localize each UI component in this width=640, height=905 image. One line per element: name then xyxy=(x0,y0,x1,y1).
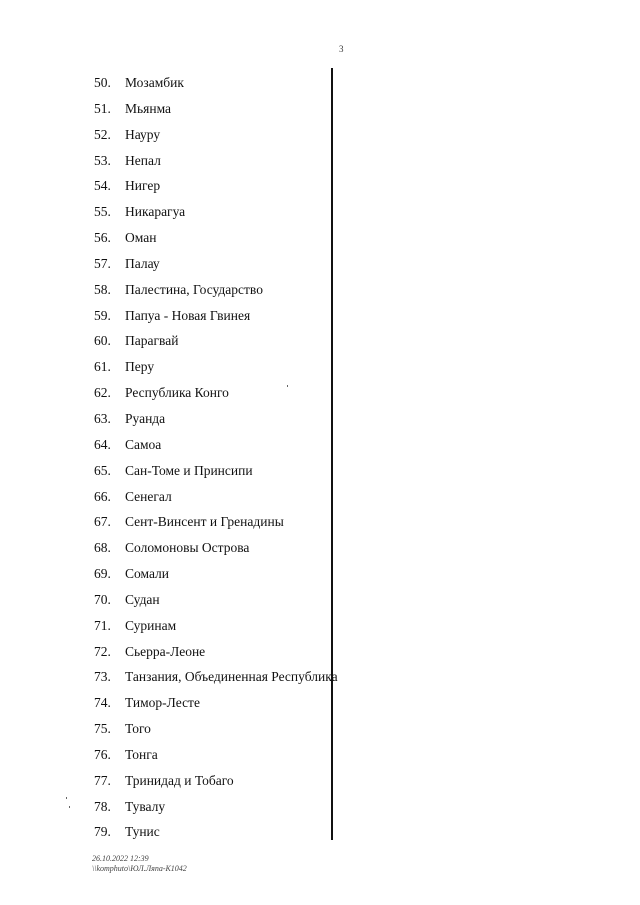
list-item xyxy=(0,202,640,228)
list-item xyxy=(0,564,640,590)
item-name: Палау xyxy=(125,255,160,271)
list-item xyxy=(0,254,640,280)
item-name: Науру xyxy=(125,126,161,142)
list-item xyxy=(0,487,640,513)
scan-speck xyxy=(287,385,288,387)
item-number: 68. xyxy=(94,540,111,556)
item-number: 69. xyxy=(94,566,111,582)
item-number: 71. xyxy=(94,617,111,633)
item-name: Парагвай xyxy=(125,333,179,349)
list-item xyxy=(0,435,640,461)
item-number: 66. xyxy=(94,488,111,504)
footer-timestamp: 26.10.2022 12:39 xyxy=(92,854,149,863)
item-name: Тунис xyxy=(125,824,160,840)
list-item xyxy=(0,719,640,745)
list-item xyxy=(0,280,640,306)
print-footer xyxy=(92,854,187,874)
list-item xyxy=(0,461,640,487)
list-item xyxy=(0,616,640,642)
item-number: 73. xyxy=(94,669,111,685)
item-number: 50. xyxy=(94,75,111,90)
item-number: 76. xyxy=(94,746,111,762)
list-item xyxy=(0,642,640,668)
scan-speck xyxy=(69,806,70,808)
item-number: 63. xyxy=(94,410,111,426)
item-name: Тимор-Лесте xyxy=(125,695,200,711)
item-name: Сьерра-Леоне xyxy=(125,643,206,659)
item-number: 72. xyxy=(94,643,111,659)
item-number: 65. xyxy=(94,462,111,478)
item-number: 62. xyxy=(94,385,111,401)
item-name: Соломоновы Острова xyxy=(125,540,250,556)
item-name: Судан xyxy=(125,591,160,607)
list-item xyxy=(0,125,640,151)
list-item xyxy=(0,771,640,797)
item-number: 53. xyxy=(94,152,111,168)
item-name: Сомали xyxy=(125,566,170,582)
item-number: 67. xyxy=(94,514,111,530)
list-item xyxy=(0,73,640,99)
list-item xyxy=(0,383,640,409)
item-number: 57. xyxy=(94,255,111,271)
item-name: Тонга xyxy=(125,746,158,762)
item-name: Тринидад и Тобаго xyxy=(125,772,234,788)
item-number: 55. xyxy=(94,204,111,220)
item-number: 74. xyxy=(94,695,111,711)
list-item xyxy=(0,409,640,435)
item-number: 51. xyxy=(94,100,111,116)
scan-speck xyxy=(66,797,67,799)
item-name: Папуа - Новая Гвинея xyxy=(125,307,251,323)
item-number: 54. xyxy=(94,178,111,194)
item-name: Тувалу xyxy=(125,798,166,814)
item-number: 79. xyxy=(94,824,111,840)
list-item xyxy=(0,228,640,254)
list-item xyxy=(0,99,640,125)
item-name: Сент-Винсент и Гренадины xyxy=(125,514,284,530)
list-item xyxy=(0,331,640,357)
item-name: Республика Конго xyxy=(125,385,229,401)
list-item xyxy=(0,797,640,823)
item-number: 70. xyxy=(94,591,111,607)
item-name: Сенегал xyxy=(125,488,172,504)
item-name: Мьянма xyxy=(125,100,172,116)
item-name: Самоа xyxy=(125,436,162,452)
list-item xyxy=(0,745,640,771)
country-list xyxy=(0,73,640,848)
item-name: Сан-Томе и Принсипи xyxy=(125,462,253,478)
list-item xyxy=(0,151,640,177)
item-number: 56. xyxy=(94,230,111,246)
list-item xyxy=(0,306,640,332)
item-number: 52. xyxy=(94,126,111,142)
item-name: Нигер xyxy=(125,178,161,194)
list-item xyxy=(0,538,640,564)
list-item xyxy=(0,822,640,848)
list-item xyxy=(0,590,640,616)
item-number: 75. xyxy=(94,721,111,737)
item-name: Того xyxy=(125,721,151,737)
list-item xyxy=(0,693,640,719)
item-number: 58. xyxy=(94,281,111,297)
page-number: 3 xyxy=(339,44,344,54)
item-number: 61. xyxy=(94,359,111,375)
item-name: Никарагуа xyxy=(125,204,186,220)
item-name: Танзания, Объединенная Республика xyxy=(125,669,338,685)
item-name: Оман xyxy=(125,230,157,246)
list-item xyxy=(0,667,640,693)
item-name: Палестина, Государство xyxy=(125,281,263,297)
item-number: 77. xyxy=(94,772,111,788)
item-number: 64. xyxy=(94,436,111,452)
item-name: Перу xyxy=(125,359,155,375)
item-number: 78. xyxy=(94,798,111,814)
footer-path: \\komphuto\ЮЛ.Ляпа-К1042 xyxy=(92,864,187,873)
item-name: Непал xyxy=(125,152,161,168)
item-name: Руанда xyxy=(125,410,166,426)
item-name: Суринам xyxy=(125,617,177,633)
list-item xyxy=(0,512,640,538)
item-number: 59. xyxy=(94,307,111,323)
item-name: Мозамбик xyxy=(125,75,184,90)
list-item xyxy=(0,176,640,202)
item-number: 60. xyxy=(94,333,111,349)
list-item xyxy=(0,357,640,383)
